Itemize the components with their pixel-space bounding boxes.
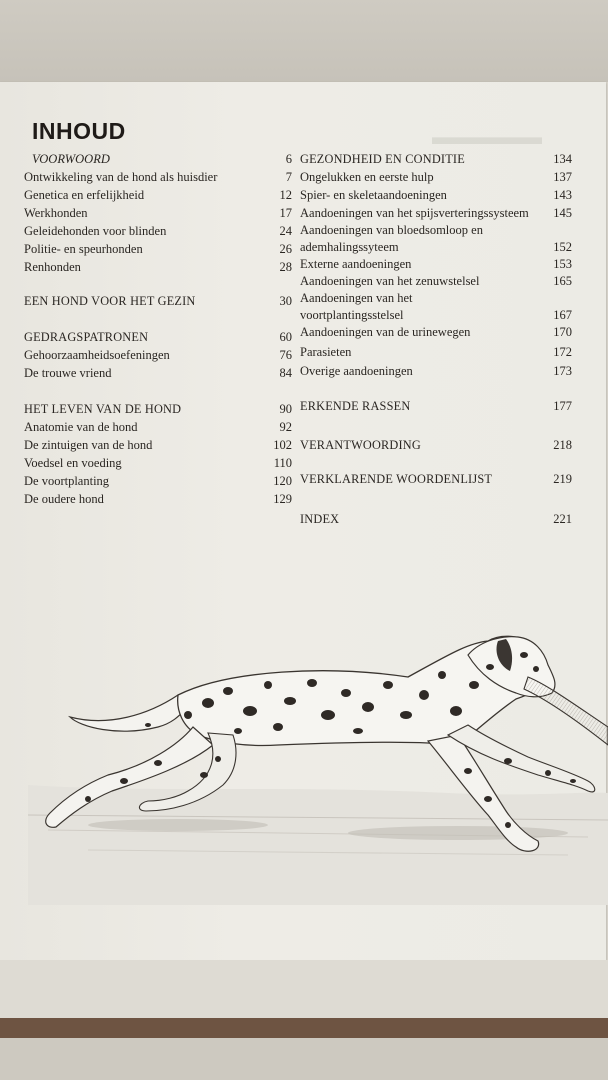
entry-label: GEZONDHEID EN CONDITIE [300,152,465,166]
entry-label: De oudere hond [24,492,104,506]
right-entry [300,255,572,273]
entry-label: HET LEVEN VAN DE HOND [24,402,182,416]
right-entry [300,272,572,290]
left-entry [24,400,292,418]
left-entry [24,364,292,382]
entry-label: Ongelukken en eerste hulp [300,170,434,184]
entry-page-number: 12 [279,188,292,202]
entry-page-number: 28 [279,260,292,274]
entry-label: VERANTWOORDING [300,438,421,452]
entry-label: GEDRAGSPATRONEN [24,330,149,344]
entry-label: Werkhonden [24,206,88,220]
entry-label: Ontwikkeling van de hond als huisdier [24,170,218,184]
entry-page-number: 90 [279,402,292,416]
entry-page-number: 173 [553,364,572,378]
entry-page-number: 153 [553,257,572,271]
entry-label: VERKLARENDE WOORDENLIJST [300,472,493,486]
right-entry [300,168,572,186]
entry-label: ERKENDE RASSEN [300,399,411,413]
left-entry [24,472,292,490]
entry-label: Aandoeningen van bloedsomloop en [300,223,483,237]
background-surface [0,0,608,82]
entry-label: ademhalingssyteem [300,240,399,254]
right-entry [300,289,572,307]
entry-page-number: 129 [273,492,292,506]
left-entry [24,186,292,204]
entry-page-number: 26 [279,242,292,256]
right-entry [300,221,572,239]
left-entry [24,346,292,364]
left-entry [24,490,292,508]
entry-page-number: 120 [273,474,292,488]
entry-label: Genetica en erfelijkheid [24,188,145,202]
entry-label: INDEX [300,512,340,526]
entry-page-number: 165 [553,274,572,288]
left-entry [24,292,292,310]
entry-label: Politie- en speurhonden [24,242,143,256]
right-entry [300,343,572,361]
entry-label: De voortplanting [24,474,110,488]
entry-page-number: 84 [279,366,292,380]
entry-page-number: 137 [553,170,572,184]
left-entry [24,204,292,222]
left-entry [24,418,292,436]
entry-label: Aandoeningen van het zenuwstelsel [300,274,480,288]
left-entry [24,240,292,258]
entry-label: Aandoeningen van het [300,291,413,305]
right-entry [300,510,572,528]
bleed-through-text: ▬▬▬▬▬ [432,124,542,149]
page-title: INHOUD [32,118,126,144]
entry-label: Gehoorzaamheidsoefeningen [24,348,170,362]
right-entry [300,397,572,415]
entry-page-number: 30 [279,294,292,308]
entry-label: Aandoeningen van het spijsverteringssysteem [300,206,529,220]
entry-page-number: 24 [279,224,292,238]
right-entry [300,186,572,204]
entry-label: Spier- en skeletaandoeningen [300,188,447,202]
entry-label: VOORWOORD [32,152,110,166]
entry-page-number: 7 [285,170,292,184]
dalmatian-running-with-stick-illustration [28,615,608,905]
entry-page-number: 60 [279,330,292,344]
left-entry [24,168,292,186]
entry-page-number: 172 [553,345,572,359]
entry-label: Anatomie van de hond [24,420,138,434]
page-bottom-edge [0,960,608,1018]
right-entry [300,470,572,488]
entry-page-number: 143 [553,188,572,202]
entry-label: voortplantingsstelsel [300,308,404,322]
entry-page-number: 6 [285,152,292,166]
left-entry [24,258,292,276]
right-entry [300,306,572,324]
entry-page-number: 219 [553,472,572,486]
right-entry [300,204,572,222]
entry-page-number: 134 [553,152,572,166]
left-entry [24,436,292,454]
right-entry [300,436,572,454]
left-entry [32,150,292,168]
entry-label: Parasieten [300,345,352,359]
left-entry [24,454,292,472]
entry-label: Aandoeningen van de urinewegen [300,325,471,339]
entry-page-number: 221 [553,512,572,526]
entry-label: EEN HOND VOOR HET GEZIN [24,294,196,308]
left-entry [24,328,292,346]
entry-label: Overige aandoeningen [300,364,413,378]
entry-label: Geleidehonden voor blinden [24,224,167,238]
entry-label: Externe aandoeningen [300,257,412,271]
right-entry [300,362,572,380]
table-surface [0,1038,608,1080]
entry-label: De trouwe vriend [24,366,112,380]
entry-page-number: 177 [553,399,572,413]
right-entry [300,323,572,341]
entry-page-number: 92 [279,420,292,434]
entry-page-number: 167 [553,308,572,322]
entry-page-number: 102 [273,438,292,452]
book-cover-edge [0,1018,608,1038]
entry-page-number: 17 [279,206,292,220]
entry-page-number: 152 [553,240,572,254]
entry-page-number: 170 [553,325,572,339]
entry-page-number: 218 [553,438,572,452]
right-entry [300,238,572,256]
entry-page-number: 76 [279,348,292,362]
left-entry [24,222,292,240]
entry-label: Renhonden [24,260,81,274]
right-entry [300,150,572,168]
entry-label: De zintuigen van de hond [24,438,153,452]
entry-page-number: 110 [273,456,292,470]
entry-page-number: 145 [553,206,572,220]
entry-label: Voedsel en voeding [24,456,122,470]
